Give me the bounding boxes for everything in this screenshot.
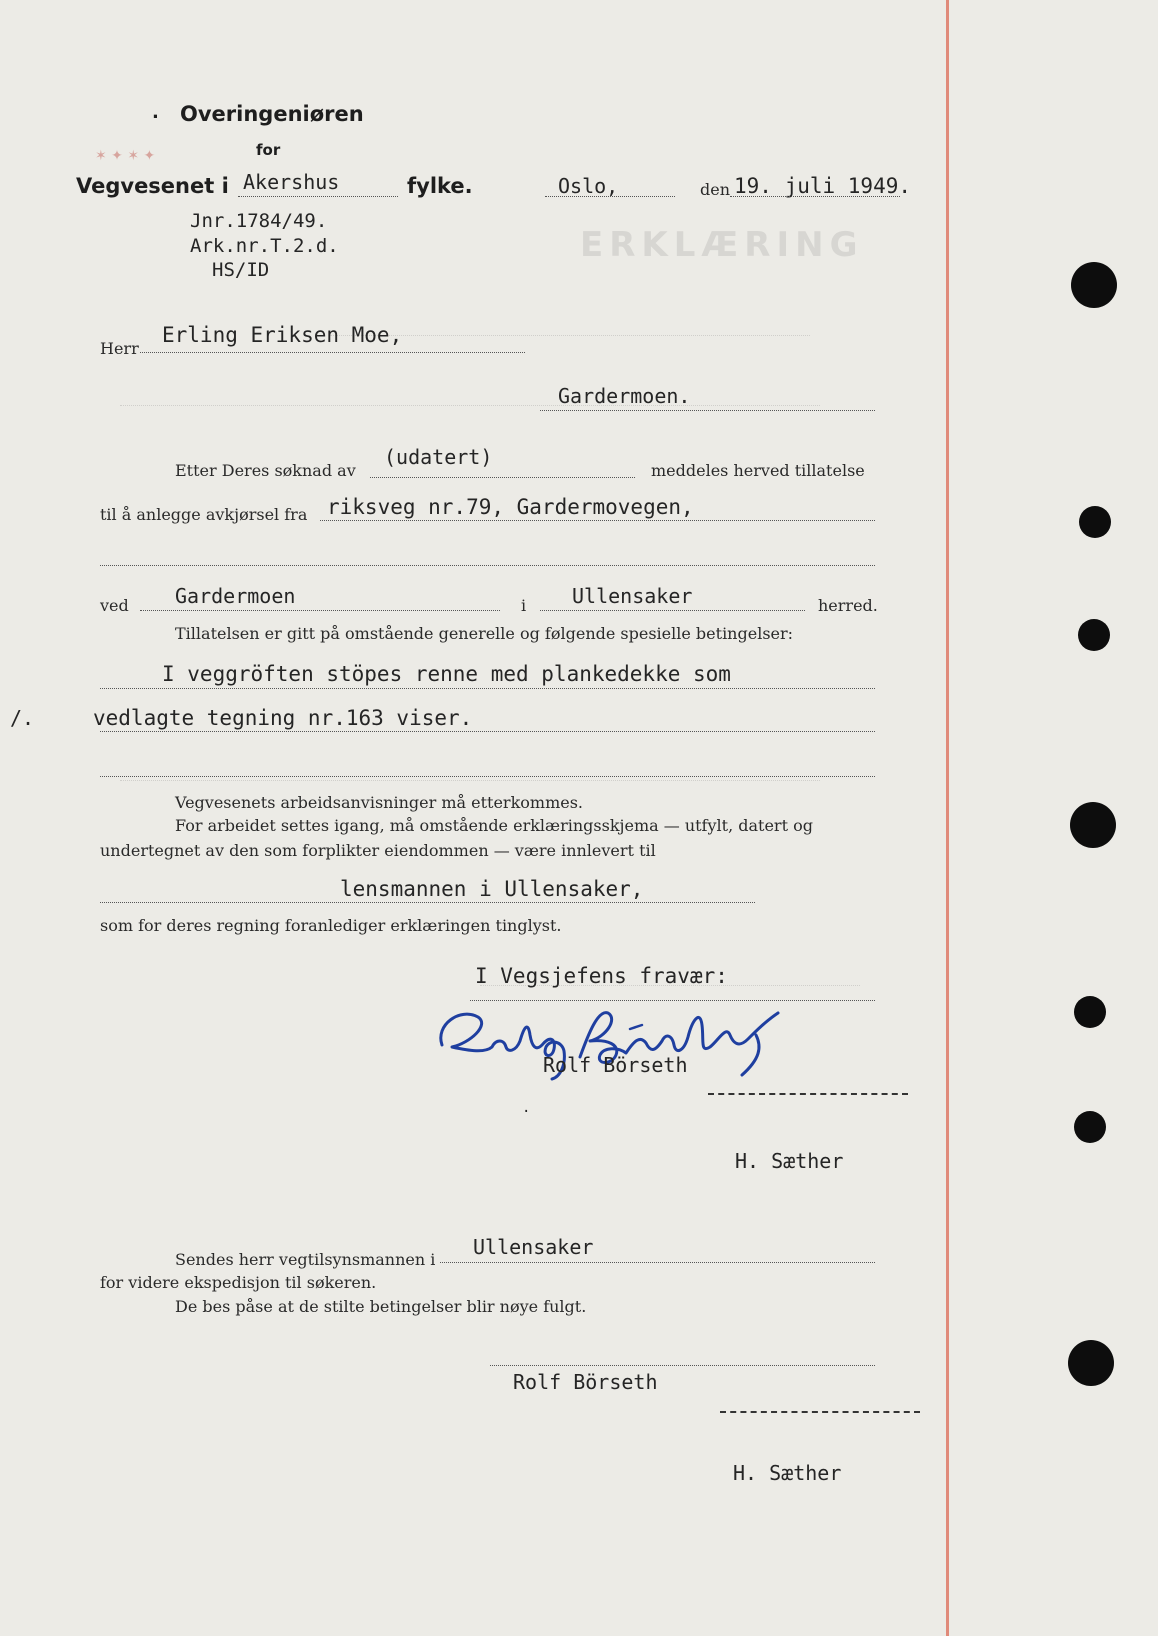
margin-mark: /. — [10, 706, 35, 730]
forwarding-line-3: De bes påse at de stilte betingelser blir nøye fulgt. — [175, 1297, 587, 1316]
bleed-through-line — [120, 780, 820, 781]
forwarding-dash-line — [720, 1411, 920, 1413]
recipient-name: Erling Eriksen Moe, — [162, 323, 403, 347]
permit-granted-label: meddeles herved tillatelse — [651, 461, 865, 480]
margin-rule — [946, 0, 949, 1636]
forwarding-secondary: H. Sæther — [733, 1461, 842, 1485]
recipient-dotted-line — [140, 352, 525, 353]
agency-label: Vegvesenet i — [76, 174, 229, 198]
application-date: (udatert) — [384, 445, 493, 469]
county-value: Akershus — [243, 170, 340, 194]
date-dotted-line — [730, 196, 900, 197]
deliver-to: lensmannen i Ullensaker, — [340, 877, 644, 901]
date-value: 19. juli 1949. — [734, 174, 912, 198]
i-label: i — [521, 596, 527, 615]
punch-hole — [1074, 996, 1106, 1028]
condition-dotted-line — [100, 688, 875, 689]
office-title: Overingeniøren — [180, 102, 364, 126]
absence-note: I Vegsjefens fravær: — [475, 964, 728, 988]
punch-hole — [1074, 1111, 1106, 1143]
herred-label: herred. — [818, 596, 878, 615]
signature-dash-line — [708, 1093, 908, 1095]
forwarding-signature-line — [490, 1365, 875, 1366]
punch-hole — [1078, 619, 1110, 651]
initials: HS/ID — [212, 259, 270, 281]
forwarding-line-1: Sendes herr vegtilsynsmannen i — [175, 1250, 436, 1269]
punch-hole — [1070, 802, 1116, 848]
condition-dotted-line — [100, 776, 875, 777]
instructions-line-4: som for deres regning foranlediger erklæringen tinglyst. — [100, 916, 562, 935]
application-dotted-line — [370, 477, 635, 478]
conditions-intro: Tillatelsen er gitt på omstående generelle og følgende spesielle betingelser: — [175, 624, 794, 643]
for-word: for — [256, 141, 281, 159]
recipient-place: Gardermoen. — [558, 384, 691, 408]
date-prefix: den — [700, 180, 731, 199]
county-dotted-line — [238, 196, 398, 197]
condition-line-2: vedlagte tegning nr.163 viser. — [93, 706, 473, 730]
deliver-dotted-line — [100, 902, 755, 903]
exit-label: til å anlegge avkjørsel fra — [100, 505, 308, 524]
place-dotted-line — [540, 410, 875, 411]
application-label: Etter Deres søknad av — [175, 461, 356, 480]
punch-hole — [1079, 506, 1111, 538]
punch-hole — [1071, 262, 1117, 308]
bullet-dot: . — [152, 102, 159, 123]
secondary-signer: H. Sæther — [735, 1149, 844, 1173]
forwarding-place: Ullensaker — [473, 1235, 594, 1259]
road-value: riksveg nr.79, Gardermovegen, — [327, 495, 694, 519]
municipality-value: Ullensaker — [572, 584, 693, 608]
forwarding-line-2: for videre ekspedisjon til søkeren. — [100, 1273, 377, 1292]
punch-hole — [1068, 1340, 1114, 1386]
location-value: Gardermoen — [175, 584, 296, 608]
municipality-dotted-line — [540, 610, 805, 611]
forwarding-dotted-line — [440, 1262, 875, 1263]
archive-number: Ark.nr.T.2.d. — [190, 235, 339, 257]
instructions-line-3: undertegnet av den som forplikter eiendommen — være innlevert til — [100, 841, 656, 860]
bleed-through-heading: ERKLÆRING — [580, 225, 864, 265]
journal-number: Jnr.1784/49. — [190, 210, 328, 232]
faint-stamp-mark: ✶ ✦ ✶ ✦ — [95, 148, 156, 164]
city-dotted-line — [545, 196, 675, 197]
instructions-line-1: Vegvesenets arbeidsanvisninger må etterkommes. — [175, 793, 584, 812]
typed-signer-name: Rolf Börseth — [543, 1053, 688, 1077]
city-value: Oslo, — [558, 174, 619, 198]
ved-label: ved — [100, 596, 129, 615]
bleed-through-line — [120, 405, 820, 406]
location-dotted-line — [140, 610, 500, 611]
blank-dotted-line — [100, 565, 875, 566]
salutation: Herr — [100, 339, 139, 358]
forwarding-signer: Rolf Börseth — [513, 1370, 658, 1394]
instructions-line-2: For arbeidet settes igang, må omstående erklæringsskjema — utfylt, datert og — [175, 816, 813, 835]
stray-dot: · — [522, 1104, 531, 1120]
condition-dotted-line — [100, 731, 875, 732]
road-dotted-line — [320, 520, 875, 521]
condition-line-1: I veggröften stöpes renne med plankedekke som — [162, 662, 731, 686]
county-suffix: fylke. — [407, 174, 473, 198]
